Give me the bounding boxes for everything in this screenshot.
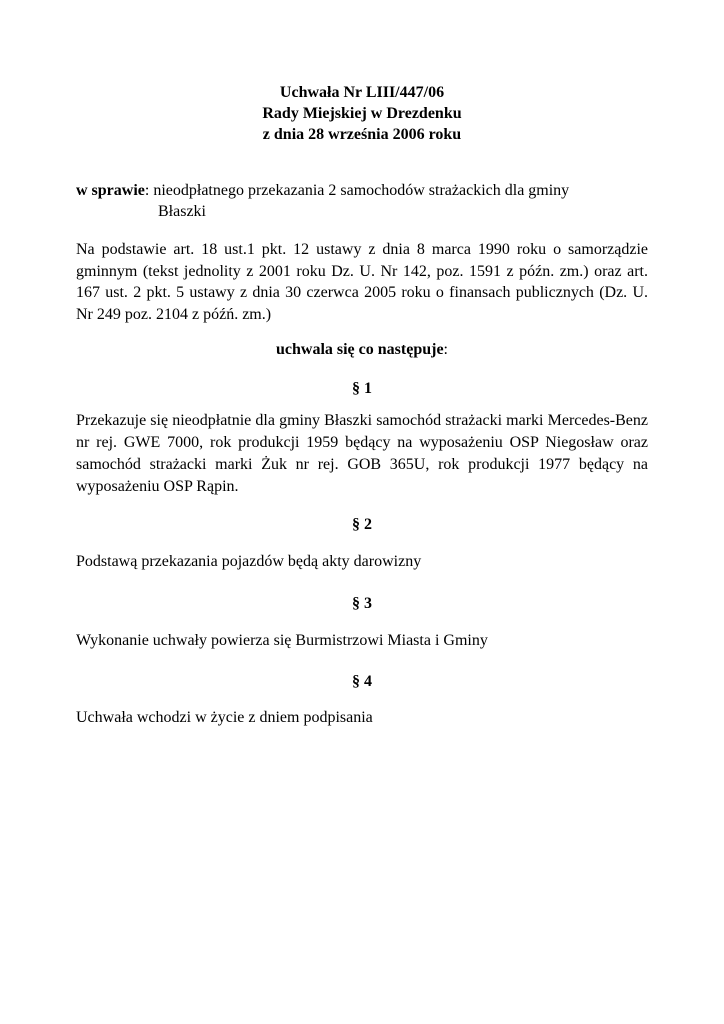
section-mark-3: § 3 <box>352 595 372 612</box>
section-4-text: Uchwała wchodzi w życie z dniem podpisania <box>76 709 373 726</box>
resolve-heading <box>0 339 724 360</box>
section-mark-2: § 2 <box>352 516 372 533</box>
section-3-text: Wykonanie uchwały powierza się Burmistrzowi Miasta i Gminy <box>76 632 488 649</box>
subject-continuation: Błaszki <box>158 203 206 220</box>
legal-basis-paragraph: Na podstawie art. 18 ust.1 pkt. 12 ustawy z dnia 8 marca 1990 roku o samorządzie gminnym (tekst jednolity z 2001 roku Dz. U. Nr 142, poz. 1591 z późn. zm.) oraz art. 167 ust. 2 pkt. 5 ustawy z dnia 30 czerwca 2005 roku o finansach publicznych (Dz. U. Nr 249 poz. 2104 z późń. zm.) <box>76 241 648 323</box>
section-2-text: Podstawą przekazania pojazdów będą akty darowizny <box>76 553 422 570</box>
section-mark-1: § 1 <box>352 380 372 397</box>
resolution-subject <box>76 180 651 222</box>
council-name: Rady Miejskiej w Drezdenku <box>262 105 462 122</box>
resolution-date: z dnia 28 września 2006 roku <box>262 126 462 143</box>
subject-label: w sprawie <box>76 182 145 199</box>
resolve-text: uchwala się co następuje <box>275 341 444 358</box>
section-mark-4: § 4 <box>352 673 372 690</box>
subject-text: : nieodpłatnego przekazania 2 samochodów strażackich dla gminy <box>144 182 570 199</box>
section-1-text: Przekazuje się nieodpłatnie dla gminy Błaszki samochód strażacki marki Mercedes-Benz nr rej. GWE 7000, rok produkcji 1959 będący na wyposażeniu OSP Niegosław oraz samochód strażacki marki Żuk nr rej. GOB 365U, rok produkcji 1977 będący na wyposażeniu OSP Rąpin. <box>76 412 648 495</box>
resolution-number: Uchwała Nr LIII/447/06 <box>279 84 445 101</box>
resolution-title <box>0 82 724 145</box>
resolve-colon: : <box>443 341 448 358</box>
